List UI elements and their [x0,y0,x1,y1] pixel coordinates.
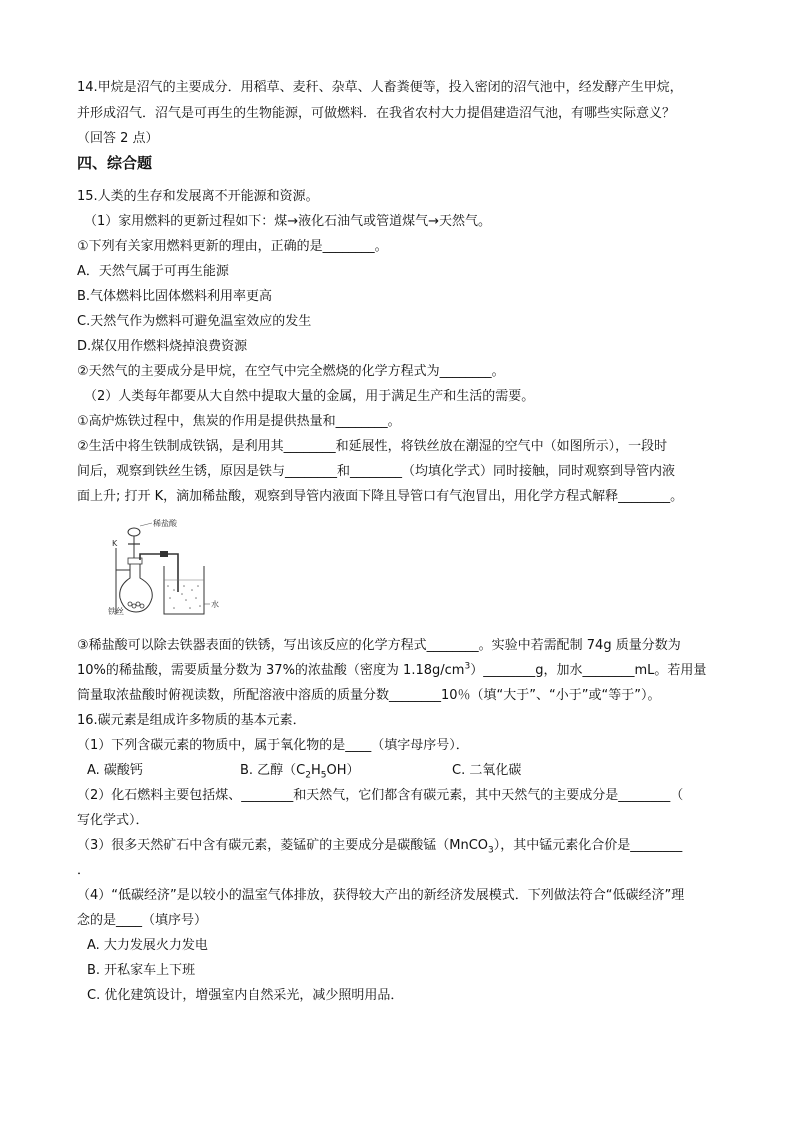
label-iron-wire: 铁丝 [108,607,124,616]
q16-part3b: ． [77,863,91,878]
q16-option-b [240,762,360,779]
q16-option-c: C. 二氧化碳 [452,763,522,778]
label-dilute-hcl: 稀盐酸 [153,519,177,528]
q16-option-a4: A. 大力发展火力发电 [87,938,208,953]
iron-rust-apparatus-figure [108,518,223,616]
q15-part2-1: ①高炉炼铁过程中，焦炭的作用是提供热量和________。 [77,414,401,429]
q16-intro: 16.碳元素是组成许多物质的基本元素． [77,713,306,728]
q15-part2-2b: 间后，观察到铁丝生锈，原因是铁与________和________（均填化学式）同时接触，同时观察到导管内液 [77,464,676,479]
q15-option-a: A．天然气属于可再生能源 [77,264,229,279]
q16-option-b-mid: H [311,763,321,778]
q15-part1-1: ①下列有关家用燃料更新的理由，正确的是________。 [77,239,388,254]
label-water: 水 [211,600,219,609]
q16-option-b-sub1: 2 [305,770,311,781]
section-heading: 四、综合题 [77,154,153,172]
q15-part2-3b-sup: 3 [464,661,471,672]
q14-line-2: 并形成沼气．沼气是可再生的生物能源，可做燃料．在我省农村大力提倡建造沼气池，有哪些实际意义？ [77,106,676,121]
q15-part2-2c: 面上升; 打开 K，滴加稀盐酸，观察到导管内液面下降且导管口有气泡冒出，用化学方程式解释________。 [77,489,684,504]
q15-part2-2a: ②生活中将生铁制成铁锅，是利用其________和延展性，将铁丝放在潮湿的空气中（如图所示），一段时 [77,439,668,454]
q16-part4a: （4）“低碳经济”是以较小的温室气体排放，获得较大产出的新经济发展模式．下列做法符合“低碳经济”理 [77,888,685,903]
q15-part1: （1）家用燃料的更新过程如下：煤→液化石油气或管道煤气→天然气。 [84,214,492,229]
q14-line-1: 14.甲烷是沼气的主要成分．用稻草、麦秆、杂草、人畜粪便等，投入密闭的沼气池中，经发酵产生甲烷， [77,80,683,95]
q15-option-c: C.天然气作为燃料可避免温室效应的发生 [77,314,312,329]
q15-option-d: D.煤仅用作燃料烧掉浪费资源 [77,339,248,354]
q16-part3a-post: ），其中锰元素化合价是________ [493,838,683,853]
q14-line-3: （回答 2 点） [77,131,159,146]
q16-option-c4: C. 优化建筑设计，增强室内自然采光，减少照明用品． [87,988,404,1003]
q15-part1-2: ②天然气的主要成分是甲烷，在空气中完全燃烧的化学方程式为________。 [77,364,505,379]
q15-part2-3b-post: ）________g，加水________mL。若用量 [470,663,707,678]
q15-part2: （2）人类每年都要从大自然中提取大量的金属，用于满足生产和生活的需要。 [84,389,535,404]
q16-part3a-sub: 3 [488,845,494,856]
q16-part4b: 念的是____（填序号） [77,913,208,928]
q16-option-b-pre: B. 乙醇（C [240,763,306,778]
q16-part1: （1）下列含碳元素的物质中，属于氧化物的是____（填字母序号）． [77,738,469,753]
q16-option-a: A. 碳酸钙 [87,763,143,778]
q15-part2-3c: 筒量取浓盐酸时俯视读数，所配溶液中溶质的质量分数________10％（填“大于”、“小于”或“等于”）。 [77,688,661,703]
q15-part2-3b [77,662,706,679]
q15-option-b: B.气体燃料比固体燃料利用率更高 [77,289,273,304]
q16-part3a-pre: （3）很多天然矿石中含有碳元素，菱锰矿的主要成分是碳酸锰（MnCO [77,838,489,853]
q15-intro: 15.人类的生存和发展离不开能源和资源。 [77,189,319,204]
q16-part3a [77,837,682,854]
q16-part2b: 写化学式）． [77,813,149,828]
label-valve-k: K [112,539,118,548]
q15-part2-3b-pre: 10%的稀盐酸，需要质量分数为 37%的浓盐酸（密度为 1.18g/cm [77,663,465,678]
q15-part2-3a: ③稀盐酸可以除去铁器表面的铁锈，写出该反应的化学方程式________。实验中若需配制 74g 质量分数为 [77,638,681,653]
q16-option-b4: B. 开私家车上下班 [87,963,196,978]
q16-part2a: （2）化石燃料主要包括煤、________和天然气，它们都含有碳元素，其中天然气的主要成分是________（ [77,788,684,803]
q16-option-b-sub2: 5 [320,770,327,781]
q16-option-b-post: OH） [326,763,360,778]
apparatus-drawing [108,518,223,616]
